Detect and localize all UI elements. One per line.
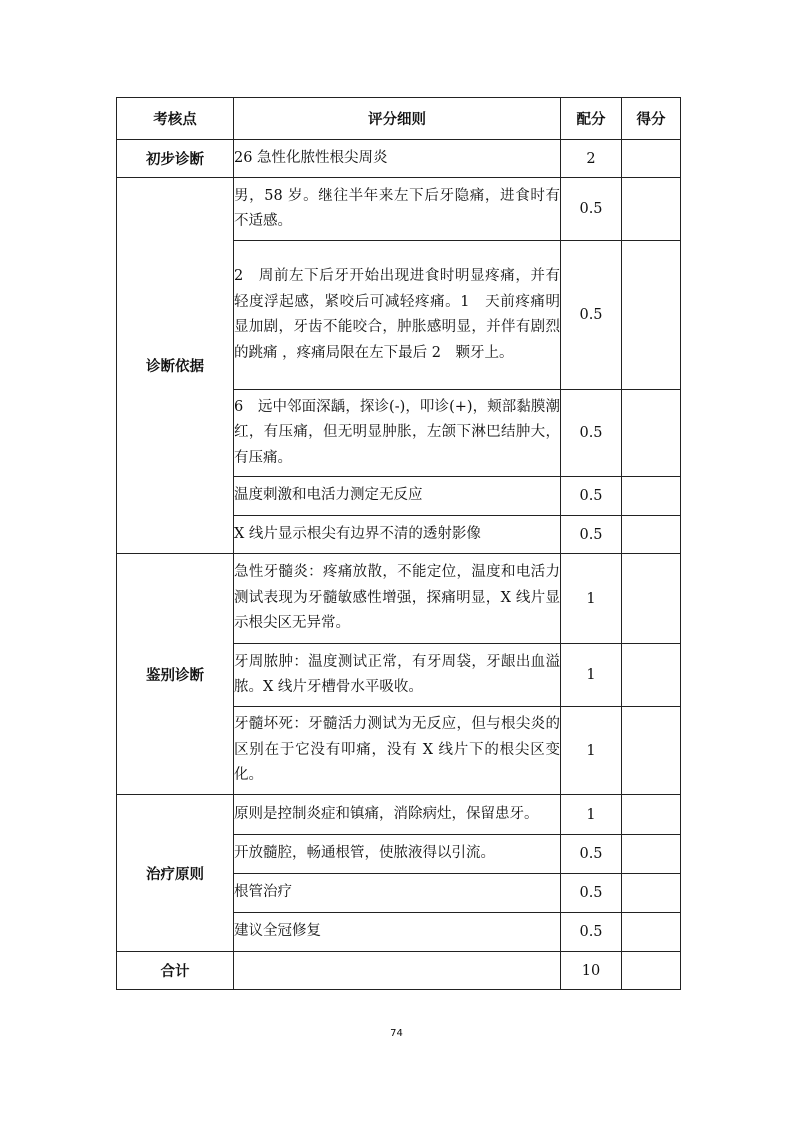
category-cell: 治疗原则: [117, 795, 234, 952]
criteria-cell: 建议全冠修复: [234, 913, 561, 952]
page-number: 74: [390, 1028, 403, 1039]
score-cell: 0.5: [561, 516, 622, 554]
obtained-cell: [622, 707, 681, 795]
total-row: [117, 952, 681, 990]
total-detail: [234, 952, 561, 990]
obtained-cell: [622, 477, 681, 516]
criteria-cell: X 线片显示根尖有边界不清的透射影像: [234, 516, 561, 554]
obtained-cell: [622, 554, 681, 644]
criteria-cell: 原则是控制炎症和镇痛，消除病灶，保留患牙。: [234, 795, 561, 835]
score-cell: 0.5: [561, 477, 622, 516]
header-score: 配分: [561, 98, 622, 140]
score-cell: 1: [561, 795, 622, 835]
obtained-cell: [622, 140, 681, 178]
obtained-cell: [622, 390, 681, 477]
total-score: 10: [561, 952, 622, 990]
criteria-cell: 温度刺激和电活力测定无反应: [234, 477, 561, 516]
score-cell: 0.5: [561, 390, 622, 477]
criteria-cell: 急性牙髓炎：疼痛放散，不能定位，温度和电活力测试表现为牙髓敏感性增强，探痛明显，X 线片显示根尖区无异常。: [234, 554, 561, 644]
criteria-cell: 开放髓腔，畅通根管，使脓液得以引流。: [234, 835, 561, 874]
score-cell: 1: [561, 554, 622, 644]
total-obtained-cell: [622, 952, 681, 990]
table-row: [117, 795, 681, 835]
obtained-cell: [622, 874, 681, 913]
header-row: [117, 98, 681, 140]
score-cell: 0.5: [561, 874, 622, 913]
table-row: [117, 554, 681, 644]
category-cell: 初步诊断: [117, 140, 234, 178]
obtained-cell: [622, 178, 681, 241]
total-label: 合计: [117, 952, 234, 990]
criteria-cell: 牙髓坏死：牙髓活力测试为无反应，但与根尖炎的区别在于它没有叩痛，没有 X 线片下的根尖区变化。: [234, 707, 561, 795]
score-cell: 1: [561, 707, 622, 795]
obtained-cell: [622, 644, 681, 707]
score-cell: 1: [561, 644, 622, 707]
criteria-cell: 牙周脓肿：温度测试正常，有牙周袋，牙龈出血溢脓。X 线片牙槽骨水平吸收。: [234, 644, 561, 707]
score-cell: 0.5: [561, 241, 622, 390]
obtained-cell: [622, 241, 681, 390]
score-cell: 0.5: [561, 913, 622, 952]
criteria-cell: 2 周前左下后牙开始出现进食时明显疼痛，并有轻度浮起感，紧咬后可减轻疼痛。1 天前疼痛明显加剧，牙齿不能咬合，肿胀感明显，并伴有剧烈的跳痛 ，疼痛局限在左下最后 2 颗牙上。: [234, 241, 561, 390]
category-cell: 鉴别诊断: [117, 554, 234, 795]
score-cell: 0.5: [561, 178, 622, 241]
criteria-cell: 男，58 岁。继往半年来左下后牙隐痛，进食时有不适感。: [234, 178, 561, 241]
criteria-cell: 根管治疗: [234, 874, 561, 913]
obtained-cell: [622, 913, 681, 952]
table-row: [117, 178, 681, 241]
header-point: 考核点: [117, 98, 234, 140]
obtained-cell: [622, 516, 681, 554]
header-criteria: 评分细则: [234, 98, 561, 140]
table-row: [117, 140, 681, 178]
criteria-cell: 6 远中邻面深龋，探诊(-)，叩诊(+)，颊部黏膜潮红，有压痛，但无明显肿胀，左颌下淋巴结肿大，有压痛。: [234, 390, 561, 477]
header-obtained: 得分: [622, 98, 681, 140]
category-cell: 诊断依据: [117, 178, 234, 554]
score-cell: 0.5: [561, 835, 622, 874]
criteria-cell: 26 急性化脓性根尖周炎: [234, 140, 561, 178]
scoring-table: [116, 97, 681, 990]
score-cell: 2: [561, 140, 622, 178]
obtained-cell: [622, 795, 681, 835]
obtained-cell: [622, 835, 681, 874]
